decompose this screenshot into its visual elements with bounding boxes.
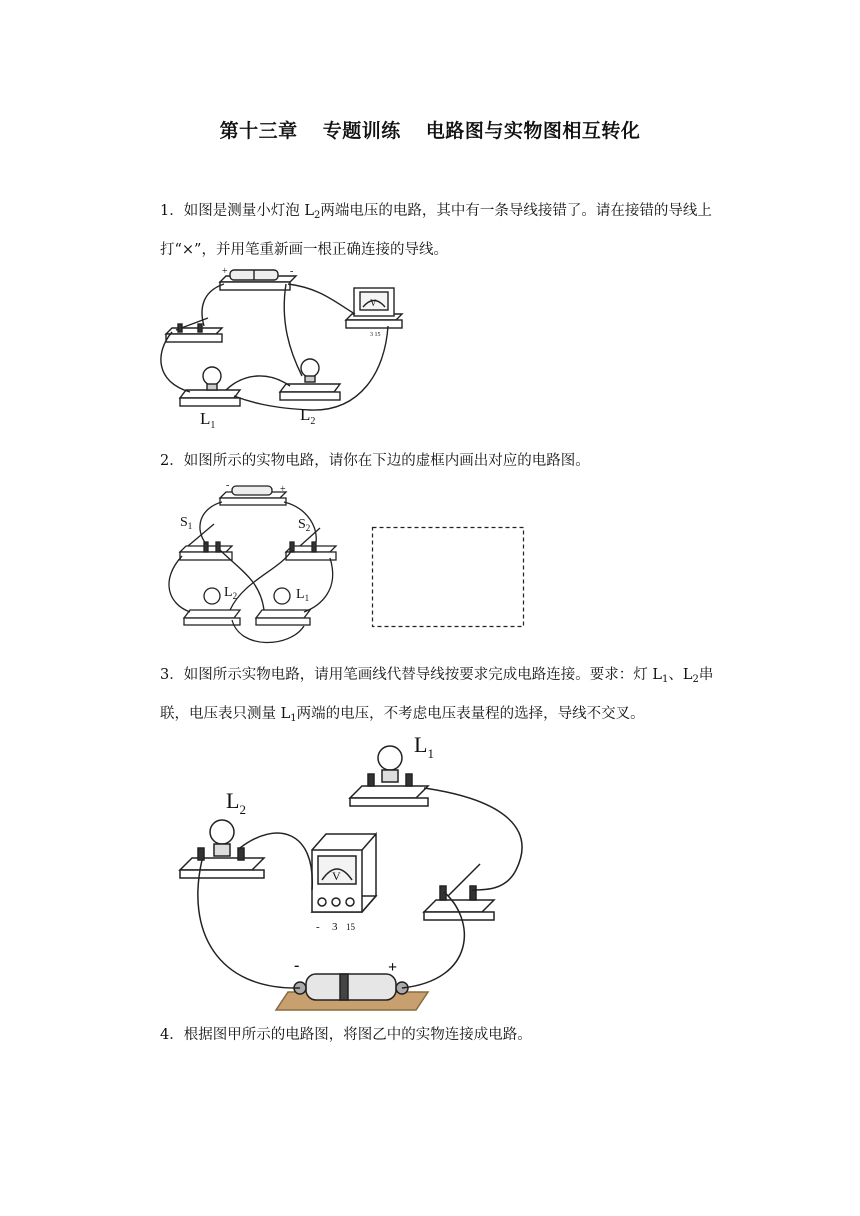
question-3 [130,658,740,736]
lamp-l2-label: $L_2$ [224,585,238,601]
figure-1-circuit [150,262,410,434]
switch-s1-label: $S_1$ [180,515,193,531]
lamp-l2-label: $L_2$ [300,405,316,427]
battery-plus-label: + [280,484,286,495]
battery-minus-label: - [226,480,230,491]
switch-1 [166,328,222,334]
question-4 [130,1018,740,1052]
lamp-l2-base [184,610,240,618]
lamp-l1-label: $L_1$ [200,409,216,431]
question-3-text: 3．如图所示实物电路，请用笔画线代替导线按要求完成电路连接。要求：灯 $L_1$、$L_2$串联，电压表只测量 $L_1$两端的电压，不考虑电压表量程的选择，导线不交叉。 [160,667,714,724]
voltmeter-label: V [332,869,341,883]
battery-plus-label: + [222,266,228,277]
question-2-text: 2．如图所示的实物电路，请你在下边的虚框内画出对应的电路图。 [160,453,590,469]
battery-minus-label: - [290,266,294,277]
terminal-minus-label: - [316,921,320,933]
terminal-15-label: 15 [346,922,355,932]
lamp-l2-base [180,858,264,870]
page-title [0,116,860,143]
chapter-label: 第十三章 [219,120,298,142]
battery-plus-label: + [388,959,398,976]
terminal-3-label: 3 [332,921,338,933]
lamp-l1-base [256,610,310,618]
lamp-l1-label: $L_1$ [296,587,310,603]
lamp-l1-base [350,786,428,798]
figure-2-circuit [160,480,350,646]
lamp-l1-label: $L_1$ [414,732,434,761]
topic-label: 专题训练 [322,120,401,142]
question-4-text: 4．根据图甲所示的电路图，将图乙中的实物连接成电路。 [160,1027,532,1043]
subject-label: 电路图与实物图相互转化 [425,120,641,142]
figure-3-circuit [176,730,536,1016]
voltmeter-label: V [370,298,377,308]
lamp-l2-label: $L_2$ [226,788,246,817]
voltmeter-scale: 3 15 [370,332,381,338]
battery-minus-label: - [294,957,300,974]
question-1 [130,194,740,267]
answer-dashed-box[interactable] [372,527,524,627]
question-2 [130,444,740,478]
switch-s2-label: $S_2$ [298,517,311,533]
question-1-text: 1．如图是测量小灯泡 $L_2$两端电压的电路，其中有一条导线接错了。请在接错的导线上打“×”，并用笔重新画一根正确连接的导线。 [160,203,712,258]
